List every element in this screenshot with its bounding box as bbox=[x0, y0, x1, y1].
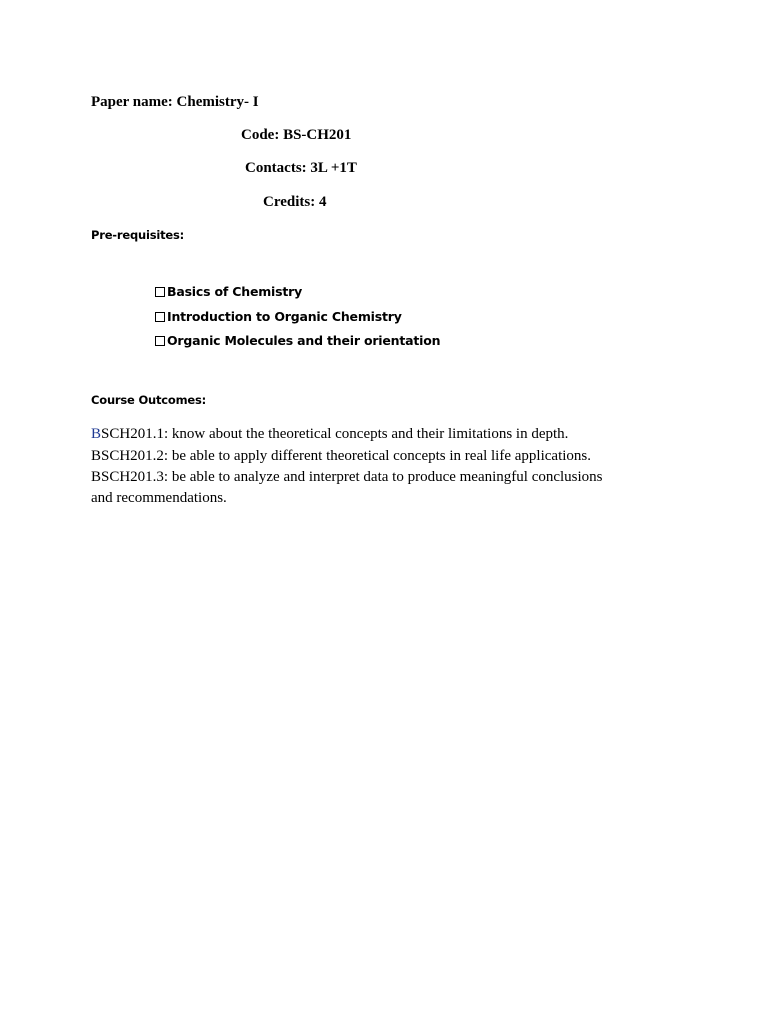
outcome-text: SCH201.1: know about the theoretical concepts and their limitations in depth. bbox=[101, 426, 569, 442]
checkbox-icon bbox=[155, 336, 165, 346]
prerequisites-label: Pre-requisites: bbox=[91, 228, 185, 242]
prerequisite-item bbox=[155, 309, 402, 324]
prerequisite-item bbox=[155, 284, 302, 299]
prerequisite-text: Introduction to Organic Chemistry bbox=[167, 309, 402, 324]
contacts: Contacts: 3L +1T bbox=[245, 160, 357, 176]
credits: Credits: 4 bbox=[263, 194, 327, 210]
course-outcomes-label: Course Outcomes: bbox=[91, 393, 207, 407]
outcome-line bbox=[91, 424, 568, 445]
checkbox-icon bbox=[155, 287, 165, 297]
outcome-first-letter: B bbox=[91, 426, 102, 442]
outcome-line: BSCH201.3: be able to analyze and interpret data to produce meaningful conclusions bbox=[91, 469, 603, 485]
prerequisite-item bbox=[155, 333, 440, 348]
outcome-line: BSCH201.2: be able to apply different theoretical concepts in real life applications. bbox=[91, 448, 591, 464]
checkbox-icon bbox=[155, 312, 165, 322]
prerequisite-text: Basics of Chemistry bbox=[167, 284, 303, 299]
outcome-line: and recommendations. bbox=[91, 490, 227, 506]
course-code: Code: BS-CH201 bbox=[241, 127, 352, 143]
paper-name: Paper name: Chemistry- I bbox=[91, 94, 259, 110]
prerequisite-text: Organic Molecules and their orientation bbox=[167, 333, 441, 348]
